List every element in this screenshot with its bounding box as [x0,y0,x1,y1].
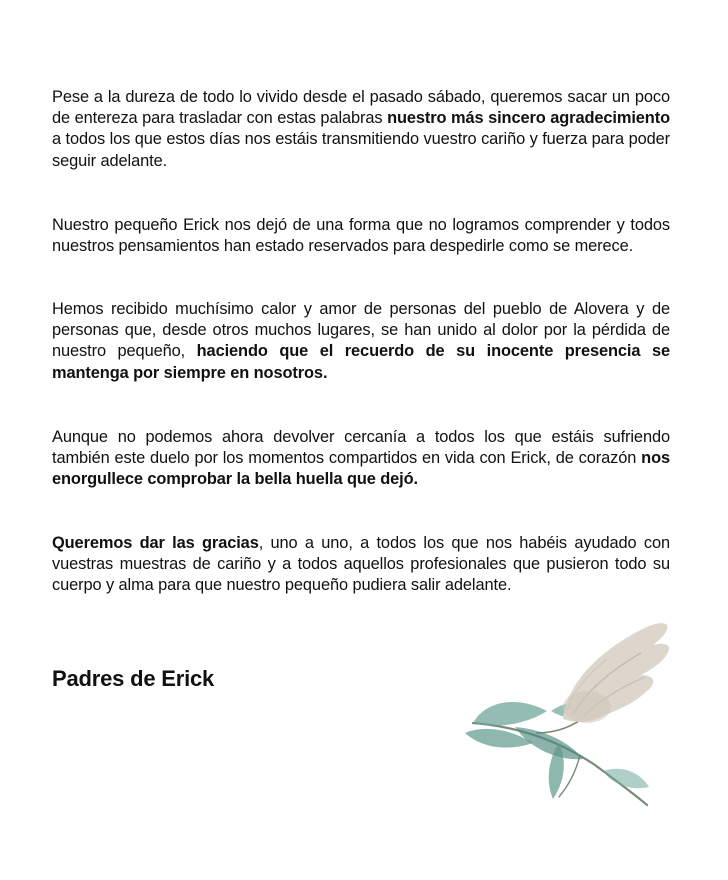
paragraph-1-bold-1: nuestro más sincero agradecimiento [387,109,670,128]
paragraph-support [52,299,670,384]
signature: Padres de Erick [52,666,215,691]
paragraph-5-bold-1: Queremos dar las gracias [52,534,259,552]
paragraph-1-text-2: a todos los que estos días nos estáis transmitiendo vuestro cariño y fuerza para poder seguir adelante. [52,130,670,170]
paragraph-4-text-1: Aunque no podemos ahora devolver cercanía a todos los que estáis sufriendo también este duelo por los momentos compartidos en vida con Erick, de corazón [52,428,670,468]
paragraph-closeness [52,427,670,491]
paragraph-gratitude [52,87,670,172]
paragraph-1-text-1: Pese a la dureza de todo lo vivido desde el pasado sábado, queremos sacar un poco de entereza para trasladar con estas palabras [52,88,670,128]
angel-wing-with-eucalyptus-branch-icon [455,615,675,815]
paragraph-3-bold-1: haciendo que el recuerdo de su inocente presencia se mantenga por siempre en nosotros. [52,342,670,382]
paragraph-2-text-1: Nuestro pequeño Erick nos dejó de una forma que no logramos comprender y todos nuestros pensamientos han estado reservados para despedirle como se merece. [52,216,670,256]
paragraph-3-text-1: Hemos recibido muchísimo calor y amor de personas del pueblo de Alovera y de personas que, desde otros muchos lugares, se han unido al dolor por la pérdida de nuestro pequeño, [52,300,670,361]
paragraph-5-text-1: , uno a uno, a todos los que nos habéis ayudado con vuestras muestras de cariño y a todos aquellos profesionales que pusieron todo su cuerpo y alma para que nuestro pequeño pudiera salir adelante. [52,534,670,595]
paragraph-erick [52,215,670,257]
paragraph-thanks [52,533,670,597]
paragraph-4-bold-1: nos enorgullece comprobar la bella huella que dejó. [52,449,670,489]
